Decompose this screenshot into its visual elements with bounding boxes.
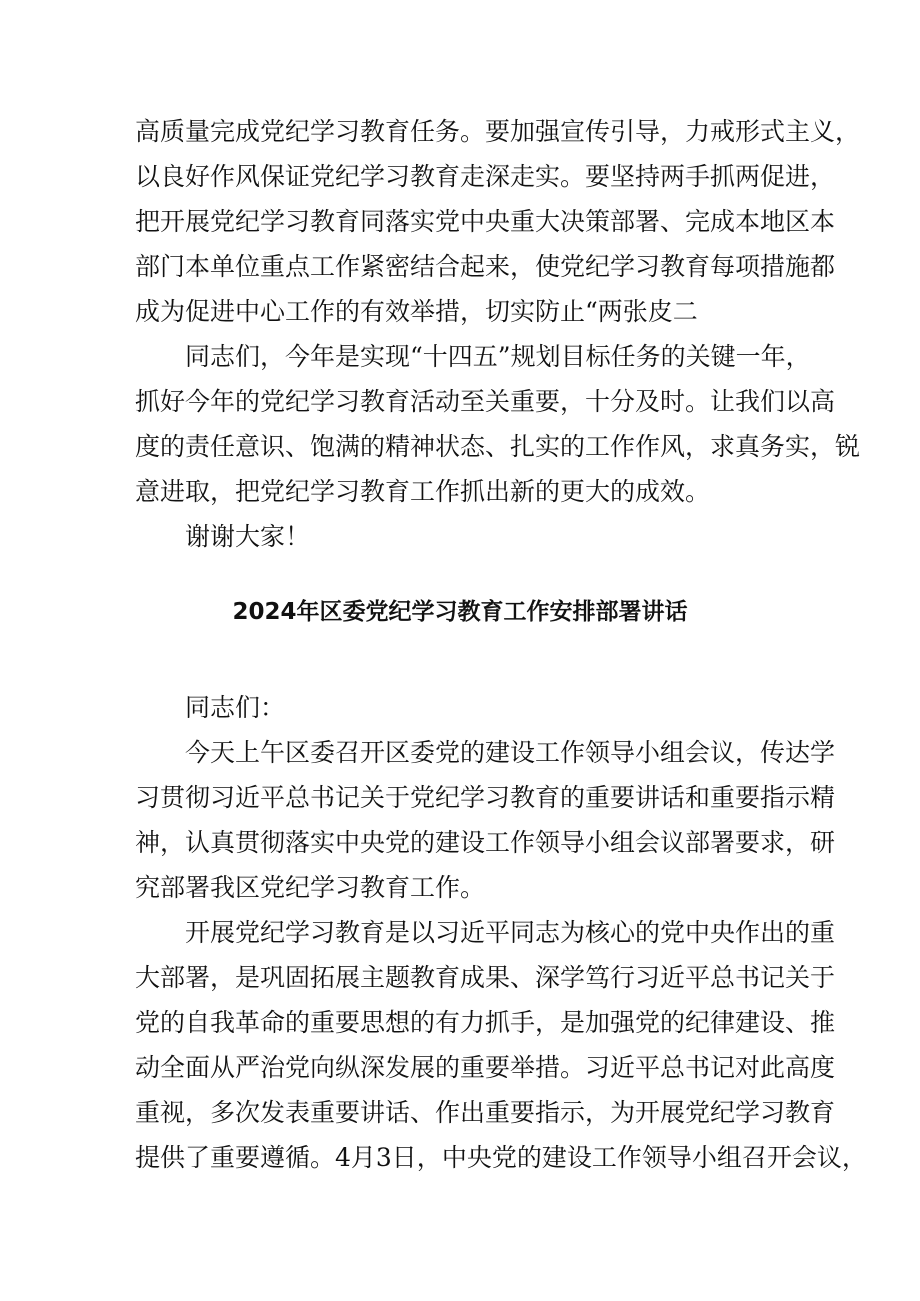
- body-text-line: 神，认真贯彻落实中央党的建设工作领导小组会议部署要求，研: [135, 828, 836, 857]
- body-text-line: 把开展党纪学习教育同落实党中央重大决策部署、完成本地区本: [135, 207, 836, 236]
- body-text-line: 意进取，把党纪学习教育工作抓出新的更大的成效。: [135, 477, 711, 506]
- body-text-line: 抓好今年的党纪学习教育活动至关重要，十分及时。让我们以高: [135, 387, 836, 416]
- page-title: 2024年区委党纪学习教育工作安排部署讲话: [232, 599, 688, 625]
- body-text-line: 成为促进中心工作的有效举措，切实防止“两张皮二: [135, 297, 698, 326]
- closing-text: 谢谢大家！: [185, 522, 311, 551]
- body-text-line: 部门本单位重点工作紧密结合起来，使党纪学习教育每项措施都: [135, 252, 836, 281]
- body-text-line: 重视，多次发表重要讲话、作出重要指示，为开展党纪学习教育: [135, 1098, 836, 1127]
- body-text-line: 党的自我革命的重要思想的有力抓手，是加强党的纪律建设、推: [135, 1008, 836, 1037]
- body-text-line: 究部署我区党纪学习教育工作。: [135, 873, 486, 902]
- body-text-line: 高质量完成党纪学习教育任务。要加强宣传引导，力戒形式主义，: [135, 117, 861, 146]
- body-text-line: 度的责任意识、饱满的精神状态、扎实的工作作风，求真务实，锐: [135, 432, 861, 461]
- salutation-text: 同志们：: [185, 693, 286, 722]
- body-text-line: 开展党纪学习教育是以习近平同志为核心的党中央作出的重: [185, 918, 836, 947]
- body-text-line: 大部署，是巩固拓展主题教育成果、深学笃行习近平总书记关于: [135, 963, 836, 992]
- body-text-line: 提供了重要遵循。4月3日，中央党的建设工作领导小组召开会议，: [135, 1143, 867, 1172]
- body-text-line: 动全面从严治党向纵深发展的重要举措。习近平总书记对此高度: [135, 1053, 836, 1082]
- body-text-line: 以良好作风保证党纪学习教育走深走实。要坚持两手抓两促进，: [135, 162, 836, 191]
- body-text-line: 同志们，今年是实现“十四五”规划目标任务的关键一年，: [185, 342, 811, 371]
- body-text-line: 习贯彻习近平总书记关于党纪学习教育的重要讲话和重要指示精: [135, 783, 836, 812]
- body-text-line: 今天上午区委召开区委党的建设工作领导小组会议，传达学: [185, 738, 836, 767]
